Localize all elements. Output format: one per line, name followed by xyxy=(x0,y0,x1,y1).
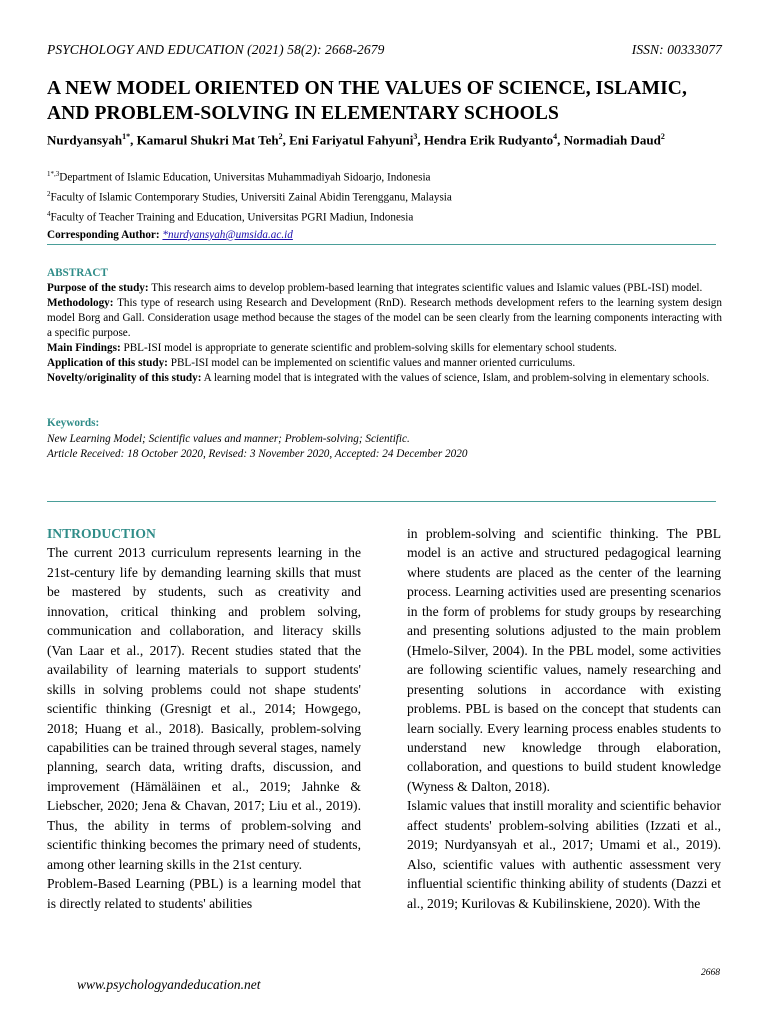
affil-text: Faculty of Islamic Contemporary Studies, Universiti Zainal Abidin Terengganu, Malaysia xyxy=(50,191,452,204)
body-column-left xyxy=(47,524,361,913)
journal-citation: PSYCHOLOGY AND EDUCATION (2021) 58(2): 2668-2679 xyxy=(47,42,385,57)
author-affil-mark: 4 xyxy=(553,132,558,141)
author-affil-mark: 1* xyxy=(122,132,131,141)
body-paragraph: Islamic values that instill morality and scientific behavior affect students' problem-solving abilities (Izzati et al., 2019; Nurdyansyah et al., 2017; Umami et al., 2019). Also, scientific values with authentic assessment very influential scientific thinking ability of students (Dazzi et al., 2019; Kurilovas & Kubilinskiene, 2020). With the xyxy=(407,798,721,911)
running-header xyxy=(47,42,722,58)
author-list: Nurdyansyah$^{1*}$, Kamarul Shukri Mat Teh$^2$, Eni Fariyatul Fahyuni$^3$, Hendra Erik Rudyanto$^4$, Normadiah Daud$^2$ xyxy=(47,132,665,148)
article-dates: Article Received: 18 October 2020, Revised: 3 November 2020, Accepted: 24 December 2020 xyxy=(47,448,468,460)
affil-mark: 4 xyxy=(47,210,51,219)
abstract-item xyxy=(47,296,722,341)
footer-url: www.psychologyandeducation.net xyxy=(77,977,261,992)
keywords-heading: Keywords: xyxy=(47,417,100,429)
affiliation xyxy=(47,186,727,206)
abstract-item-label: Novelty/originality of this study: xyxy=(47,372,202,384)
section-heading: INTRODUCTION xyxy=(47,526,156,541)
affiliation xyxy=(47,206,727,226)
abstract-item xyxy=(47,341,722,356)
body-column-right xyxy=(407,524,721,913)
abstract-item-text: This type of research using Research and Development (RnD). Research methods development refers to the learning system design model Borg and Gall. Consideration usage method because the stages of the model can be seen clearly from the learning components interacting with a specific purpose. xyxy=(47,297,722,339)
affil-mark: 2 xyxy=(47,190,51,199)
author-name: Hendra Erik Rudyanto xyxy=(423,132,554,148)
affiliations xyxy=(47,166,727,243)
abstract-section xyxy=(47,266,722,386)
author-affil-mark: 3 xyxy=(413,132,418,141)
divider xyxy=(47,501,716,502)
abstract-item xyxy=(47,281,722,296)
affil-mark: 1*,3 xyxy=(47,170,60,178)
corresponding-author xyxy=(47,227,727,244)
corresponding-label: Corresponding Author: xyxy=(47,228,163,241)
body-paragraph: Problem-Based Learning (PBL) is a learning model that is directly related to students' abilities xyxy=(47,876,361,911)
abstract-item-text: PBL-ISI model is appropriate to generate scientific and problem-solving skills for elementary school students. xyxy=(120,342,617,354)
abstract-item xyxy=(47,356,722,371)
abstract-item-label: Methodology: xyxy=(47,297,114,309)
abstract-item-label: Main Findings: xyxy=(47,342,121,354)
affil-text: Department of Islamic Education, Universitas Muhammadiyah Sidoarjo, Indonesia xyxy=(59,171,431,184)
author-affil-mark: 2 xyxy=(660,132,665,141)
author-name: Eni Fariyatul Fahyuni xyxy=(289,132,414,148)
author-name: Kamarul Shukri Mat Teh xyxy=(136,132,279,148)
author-name: Normadiah Daud xyxy=(563,132,661,148)
abstract-item xyxy=(47,371,722,386)
page-number: 2668 xyxy=(701,968,720,978)
body-paragraph: in problem-solving and scientific thinking. The PBL model is an active and structured pedagogical learning where students are placed as the center of the learning process. Learning activities used are presenting scenarios in the form of problems for study groups by researching and presenting solutions adjusted to the main problem (Hmelo-Silver, 2004). In the PBL model, some activities are following scientific values, namely researching and presenting solutions in accordance with existing problems. PBL is based on the concept that students can learn socially. Every learning process enables students to understand new knowledge through elaboration, collaboration, and questions to build student knowledge (Wyness & Dalton, 2018). xyxy=(407,526,721,794)
keywords-section xyxy=(47,416,722,463)
author-affil-mark: 2 xyxy=(278,132,283,141)
divider xyxy=(47,244,716,245)
author-name: Nurdyansyah xyxy=(47,132,123,148)
keywords-list: New Learning Model; Scientific values and manner; Problem-solving; Scientific. xyxy=(47,432,410,445)
affiliation xyxy=(47,166,727,186)
abstract-heading: ABSTRACT xyxy=(47,267,108,279)
abstract-item-label: Application of this study: xyxy=(47,357,168,369)
corresponding-email-link[interactable]: *nurdyansyah@umsida.ac.id xyxy=(162,228,293,241)
body-paragraph: The current 2013 curriculum represents learning in the 21st-century life by demanding learning skills that must be mastered by students, such as creativity and innovation, critical thinking and problem solving, communication and collaboration, and literacy skills (Van Laar et al., 2017). Recent studies stated that the availability of learning materials to support students' skills in solving problems could not shape students' scientific thinking (Gresnigt et al., 2014; Howgego, 2018; Huang et al., 2018). Basically, problem-solving capabilities can be trained through several stages, namely planning, search data, writing drafts, discussion, and improvement (Hämäläinen et al., 2019; Jahnke & Liebscher, 2020; Jena & Chavan, 2017; Liu et al., 2019). Thus, the ability in terms of problem-solving and scientific thinking becomes the primary need of students, among other learning skills in the 21st century. xyxy=(47,545,361,872)
abstract-item-text: This research aims to develop problem-based learning that integrates scientific values and Islamic values (PBL-ISI) model. xyxy=(148,282,703,294)
abstract-item-text: PBL-ISI model can be implemented on scientific values and manner oriented curriculums. xyxy=(167,357,576,369)
affil-text: Faculty of Teacher Training and Education, Universitas PGRI Madiun, Indonesia xyxy=(50,212,414,225)
paper-title: A NEW MODEL ORIENTED ON THE VALUES OF SCIENCE, ISLAMIC, AND PROBLEM-SOLVING IN ELEMENTARY SCHOOLS xyxy=(47,78,687,124)
abstract-item-label: Purpose of the study: xyxy=(47,282,149,294)
abstract-item-text: A learning model that is integrated with the values of science, Islam, and problem-solving in elementary schools. xyxy=(201,372,710,384)
issn: ISSN: 00333077 xyxy=(631,42,722,57)
